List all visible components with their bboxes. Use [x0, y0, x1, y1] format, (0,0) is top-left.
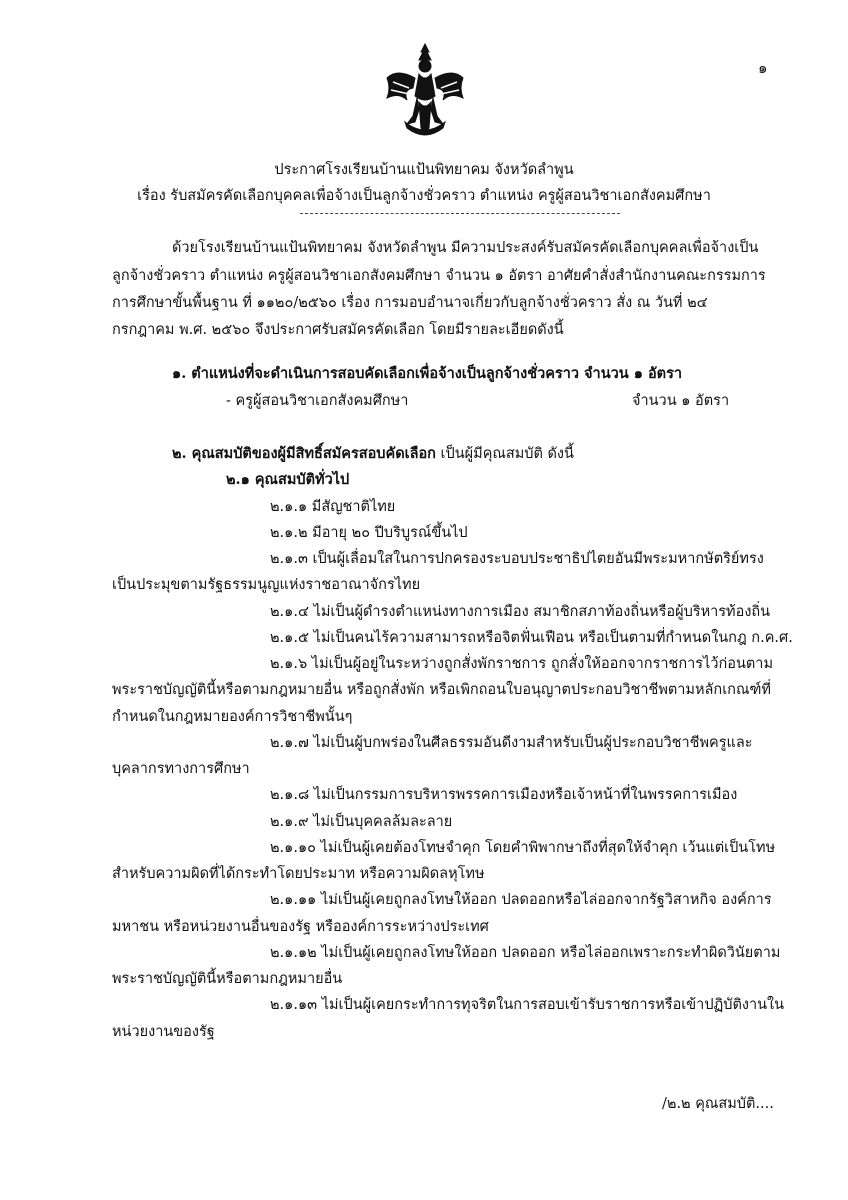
announcement-title: ประกาศโรงเรียนบ้านแป้นพิทยาคม จังหวัดลำพูน [274, 162, 574, 178]
section2-subheading: ๒.๑ คุณสมบัติทั่วไป [226, 471, 350, 488]
intro-line: กรกฎาคม พ.ศ. ๒๕๖๐ จึงประกาศรับสมัครคัดเลือก โดยมีรายละเอียดดังนี้ [112, 322, 564, 338]
qualification-item: ๒.๑.๗ ไม่เป็นผู้บกพร่องในศีลธรรมอันดีงามสำหรับเป็นผู้ประกอบวิชาชีพครูและ [270, 735, 753, 751]
section2-heading-bold: ๒. คุณสมบัติของผู้มีสิทธิ์สมัครสอบคัดเลือก [172, 445, 436, 462]
section2-heading [172, 444, 574, 464]
qualification-item: ๒.๑.๑๓ ไม่เป็นผู้เคยกระทำการทุจริตในการสอบเข้ารับราชการหรือเข้าปฏิบัติงานใน [270, 997, 784, 1013]
qualification-item-cont: เป็นประมุขตามรัฐธรรมนูญแห่งราชอาณาจักรไทย [112, 577, 421, 593]
qualification-item: ๒.๑.๓ เป็นผู้เลื่อมใสในการปกครองระบอบประชาธิปไตยอันมีพระมหากษัตริย์ทรง [270, 551, 764, 567]
section1-count: จำนวน ๑ อัตรา [632, 393, 730, 409]
section1-position: - ครูผู้สอนวิชาเอกสังคมศึกษา [226, 393, 409, 409]
header-divider [300, 213, 620, 214]
qualification-item: ๒.๑.๑๐ ไม่เป็นผู้เคยต้องโทษจำคุก โดยคำพิพากษาถึงที่สุดให้จำคุก เว้นแต่เป็นโทษ [270, 840, 776, 856]
qualification-item-cont: สำหรับความผิดที่ได้กระทำโดยประมาท หรือความผิดลหุโทษ [112, 866, 485, 882]
qualification-item: ๒.๑.๑๒ ไม่เป็นผู้เคยถูกลงโทษให้ออก ปลดออก หรือไล่ออกเพราะกระทำผิดวินัยตาม [270, 945, 781, 961]
qualification-item: ๒.๑.๘ ไม่เป็นกรรมการบริหารพรรคการเมืองหรือเจ้าหน้าที่ในพรรคการเมือง [270, 787, 738, 803]
qualification-item-cont: หน่วยงานของรัฐ [112, 1024, 215, 1040]
garuda-emblem-icon [383, 38, 467, 148]
qualification-item: ๒.๑.๕ ไม่เป็นคนไร้ความสามารถหรือจิตฟั่นเฟือน หรือเป็นตามที่กำหนดในกฎ ก.ค.ศ. [270, 630, 793, 646]
intro-line: การศึกษาขั้นพื้นฐาน ที่ ๑๑๒๐/๒๕๖๐ เรื่อง การมอบอำนาจเกี่ยวกับลูกจ้างชั่วคราว สั่ง ณ วันที่ ๒๔ [112, 295, 708, 311]
qualification-item-cont: พระราชบัญญัตินี้หรือตามกฎหมายอื่น [112, 971, 343, 987]
intro-line: ลูกจ้างชั่วคราว ตำแหน่ง ครูผู้สอนวิชาเอกสังคมศึกษา จำนวน ๑ อัตรา อาศัยคำสั่งสำนักงานคณะกรรมการ [112, 268, 766, 284]
qualification-item-cont: กำหนดในกฎหมายองค์การวิชาชีพนั้นๆ [112, 709, 353, 725]
continuation-note: /๒.๒ คุณสมบัติ.... [662, 1096, 774, 1112]
intro-line: ด้วยโรงเรียนบ้านแป้นพิทยาคม จังหวัดลำพูน มีความประสงค์รับสมัครคัดเลือกบุคคลเพื่อจ้างเป็น [172, 240, 759, 256]
section1-heading: ๑. ตำแหน่งที่จะดำเนินการสอบคัดเลือกเพื่อจ้างเป็นลูกจ้างชั่วคราว จำนวน ๑ อัตรา [172, 365, 683, 382]
qualification-item: ๒.๑.๑๑ ไม่เป็นผู้เคยถูกลงโทษให้ออก ปลดออกหรือไล่ออกจากรัฐวิสาหกิจ องค์การ [270, 892, 772, 908]
qualification-item: ๒.๑.๒ มีอายุ ๒๐ ปีบริบูรณ์ขึ้นไป [270, 525, 468, 541]
qualification-item-cont: พระราชบัญญัตินี้หรือตามกฎหมายอื่น หรือถูกสั่งพัก หรือเพิกถอนใบอนุญาตประกอบวิชาชีพตามหลักเกณฑ์ที่ [112, 682, 771, 698]
qualification-item: ๒.๑.๔ ไม่เป็นผู้ดำรงตำแหน่งทางการเมือง สมาชิกสภาท้องถิ่นหรือผู้บริหารท้องถิ่น [270, 604, 771, 620]
page-number: ๑ [758, 59, 768, 77]
qualification-item-cont: บุคลากรทางการศึกษา [112, 761, 250, 777]
qualification-item: ๒.๑.๙ ไม่เป็นบุคคลล้มละลาย [270, 814, 453, 830]
qualification-item: ๒.๑.๑ มีสัญชาติไทย [270, 499, 396, 515]
announcement-subject: เรื่อง รับสมัครคัดเลือกบุคคลเพื่อจ้างเป็นลูกจ้างชั่วคราว ตำแหน่ง ครูผู้สอนวิชาเอกสังคมศึกษา [137, 188, 711, 204]
qualification-item: ๒.๑.๖ ไม่เป็นผู้อยู่ในระหว่างถูกสั่งพักราชการ ถูกสั่งให้ออกจากราชการไว้ก่อนตาม [270, 656, 773, 672]
qualification-item-cont: มหาชน หรือหน่วยงานอื่นของรัฐ หรือองค์การระหว่างประเทศ [112, 919, 489, 935]
section2-heading-rest: เป็นผู้มีคุณสมบัติ ดังนี้ [435, 446, 574, 462]
